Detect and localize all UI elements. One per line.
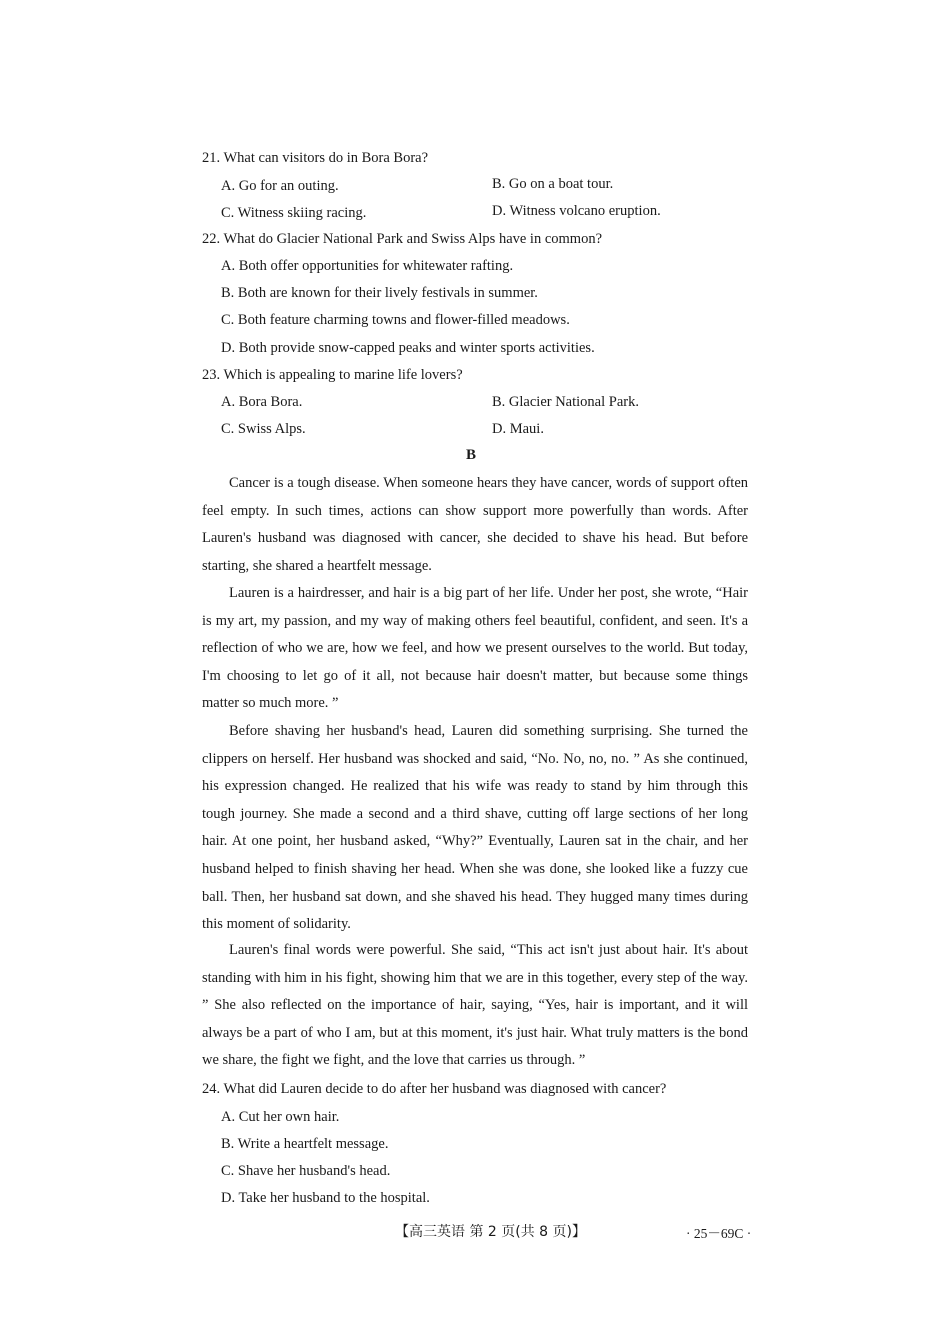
- q23-option-d: D. Maui.: [492, 421, 544, 437]
- q23-stem: 23. Which is appealing to marine life lovers?: [202, 367, 463, 383]
- q21-option-c: C. Witness skiing racing.: [221, 205, 367, 221]
- q21-option-b: B. Go on a boat tour.: [492, 176, 614, 192]
- q23-option-a: A. Bora Bora.: [221, 394, 303, 410]
- q22-stem: 22. What do Glacier National Park and Swiss Alps have in common?: [202, 231, 603, 247]
- q21-option-a: A. Go for an outing.: [221, 178, 339, 194]
- q21-option-d: D. Witness volcano eruption.: [492, 203, 661, 219]
- passage-paragraph-3: Before shaving her husband's head, Lauren did something surprising. She turned the clippers on herself. Her husband was shocked and said, “No. No, no, no. ” As she continued, his expression changed. He realized that his wife was ready to stand by him through this tough journey. She made a second and a third shave, cutting off large sections of her long hair. At one point, her husband asked, “Why?” Eventually, Lauren sat in the chair, and her husband helped to finish shaving her head. When she was done, she looked like a fuzzy cue ball. Then, her husband sat down, and she shaved his head. They hugged many times during this moment of solidarity.: [202, 723, 748, 933]
- q24-option-d: D. Take her husband to the hospital.: [221, 1190, 430, 1206]
- q23-option-b: B. Glacier National Park.: [492, 394, 639, 410]
- passage-paragraph-4: Lauren's final words were powerful. She said, “This act isn't just about hair. It's about standing with him in his fight, showing him that we are in this together, every step of the way. ” She also reflected on the importance of hair, saying, “Yes, hair is important, and it will always be a part of who I am, but at this moment, it's just hair. What truly matters is the bond we share, the fight we fight, and the love that carries us through. ”: [202, 942, 748, 1069]
- page-footer-code: · 25－69C ·: [686, 1226, 752, 1241]
- q24-option-c: C. Shave her husband's head.: [221, 1163, 391, 1179]
- q22-option-c: C. Both feature charming towns and flower-filled meadows.: [221, 312, 570, 328]
- q22-option-d: D. Both provide snow-capped peaks and winter sports activities.: [221, 340, 595, 356]
- passage-paragraph-2: Lauren is a hairdresser, and hair is a big part of her life. Under her post, she wrote, “Hair is my art, my passion, and my way of making others feel beautiful, confident, and seen. It's a reflection of who we are, how we feel, and how we present ourselves to the world. But today, I'm choosing to let go of it all, not because hair doesn't matter, but because some things matter so much more. ”: [202, 585, 748, 712]
- q21-stem: 21. What can visitors do in Bora Bora?: [202, 150, 429, 166]
- q23-option-c: C. Swiss Alps.: [221, 421, 306, 437]
- q22-option-a: A. Both offer opportunities for whitewater rafting.: [221, 258, 514, 274]
- section-heading-b: B: [466, 447, 477, 463]
- page-footer-label: 【高三英语 第 2 页(共 8 页)】: [395, 1224, 586, 1240]
- q24-option-b: B. Write a heartfelt message.: [221, 1136, 389, 1152]
- q24-option-a: A. Cut her own hair.: [221, 1109, 340, 1125]
- q22-option-b: B. Both are known for their lively festivals in summer.: [221, 285, 538, 301]
- passage-paragraph-1: Cancer is a tough disease. When someone hears they have cancer, words of support often feel empty. In such times, actions can show support more powerfully than words. After Lauren's husband was diagnosed with cancer, she decided to shave his head. But before starting, she shared a heartfelt message.: [202, 475, 748, 574]
- q24-stem: 24. What did Lauren decide to do after her husband was diagnosed with cancer?: [202, 1081, 667, 1097]
